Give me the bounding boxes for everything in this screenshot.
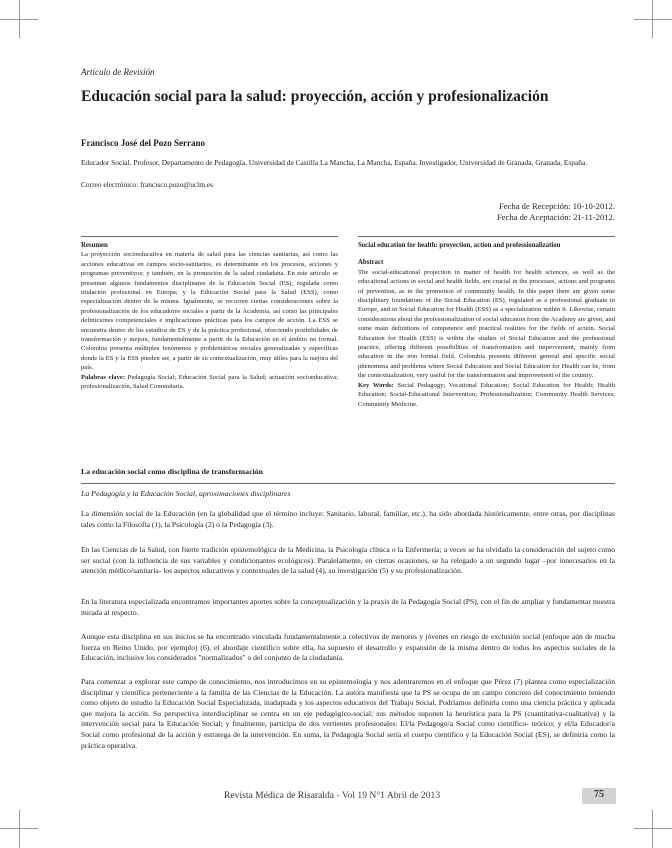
page-number: 75: [594, 789, 604, 800]
journal-name: Revista Médica de Risaralda: [224, 790, 335, 801]
paragraph-text: Aunque esta disciplina en sus inicios se ha encontrado vinculada fundamentalmente a colectivos de menores y jóvenes en riesgo de exclusión social (enfoque aún de mucha fuerza en Reino Unido, por ejemplo) (6), el abordaje científico sobre ella, ha supuesto el desarrollo y expansión de la misma dentro de todos los aspectos sociales de la Educación, inclusive los considerados "normalizados" o del conjunto de la ciudadanía.: [81, 632, 615, 663]
abstract-keywords-text: Social Pedagogy; Vocational Education; Social Education for Health; Health Education; Social-Educational Intervention; Professionalization; Community Health Services; Community Medicine.: [358, 381, 615, 408]
author-email: Correo electrónico: francisco.pozo@uclm.es: [81, 180, 213, 189]
abstract-text: The social-educational projection in matter of health for health sciences, as well as the educational actions in social and health fields, are crucial in the processes, actions and programs of prevention, as in the promotion of community health. In this paper there are given some disciplinary foundations of the Social Education (ES), regulated as a professional graduate in Europe, and in Social Education for Health (ESS) as a specialization within it. Likewise, certain considerations about the professionalization of social educators from the Academy are given, and some main definitions of competence and practical realities for the fields of action. Social Education for Health (ESS) is within the studies of Social Education and the professional practice, offering different possibilities of transformation and improvement, mainly from education in the non formal field. Colombia presents different general and specific social phenomena and problems where Social Education and Social Education for Health can be, from the contextualization, very useful for the transformation and improvement of the country.: [358, 268, 615, 380]
left-column-rule: [81, 236, 338, 237]
crop-mark-top-left-h: [0, 19, 38, 20]
article-dates: [497, 201, 615, 223]
article-type-label: Artículo de Revisión: [81, 67, 155, 77]
paragraph-text: En las Ciencias de la Salud, con fuerte tradición epistemológica de la Medicina, la Psicología clínica o la Enfermería; a veces se ha olvidado la consideración del sujeto como ser social (con la influencia de sus variables y condicionantes ecológicos). Paralelamente, en ciertas ocasiones, se ha relegado a un segundo lugar –por innecesarios en la atención médico/sanitaria- los aspectos educativos y contextuales de la salud (4), su investigación (5) y su profesionalización.: [81, 545, 615, 576]
body-paragraph-2: [81, 545, 615, 577]
accepted-date: Fecha de Aceptación: 21-11-2012.: [496, 212, 615, 222]
abstract-keywords-label: Key Words:: [358, 381, 394, 389]
resumen-column: [81, 241, 338, 392]
author-affiliation: Educador Social. Profesor, Departamento de Pedagogía, Universidad de Castilla La Mancha, La Mancha, España. Investigador, Universidad de Granada, Granada, España.: [81, 158, 588, 167]
abstract-spacer: [358, 250, 615, 258]
journal-volume: - Vol 19 N°1 Abril de 2013: [336, 790, 441, 801]
body-paragraph-1: [81, 509, 615, 530]
crop-mark-bottom-right-v: [652, 810, 653, 848]
resumen-keywords-label: Palabras clave:: [81, 373, 126, 381]
resumen-text: La proyección socioeducativa en materia de salud para las ciencias sanitarias, así como las acciones educativas en campos socio-sanitarios, es determinante en los procesos, acciones y programas preventivos; y también, en la promoción de la salud ciudadana. En este artículo se presentan algunos fundamentos disciplinares de la Educación Social (ES), regulada como titulación profesional en Europa; y la Educación Social para la Salud (ESS), como especialización dentro de la misma. Igualmente, se recorren ciertas consideraciones sobre la profesionalización de los educadores sociales a partir de la Academia, así como las principales definiciones competenciales e implicaciones prácticas para los campos de acción. La ESS se encuentra dentro de los estudios de ES y de la práctica profesional, ofreciendo posibilidades de transformación y mejora, fundamentalmente a partir de la Educación en el ámbito no formal. Colombia presenta múltiples fenómenos y problemáticas sociales generalizadas y específicas donde la ES y la ESS pueden ser, a partir de su contextualización, muy útiles para la mejora del país.: [81, 251, 338, 372]
body-paragraph-3: [81, 597, 615, 618]
crop-mark-top-right-h: [634, 19, 672, 20]
body-separator-rule: [81, 483, 615, 484]
section-heading: La educación social como disciplina de transformación: [81, 467, 263, 476]
resumen-keywords: [81, 373, 338, 392]
crop-mark-bottom-right-h: [634, 828, 672, 829]
resumen-keywords-text: Pedagogía Social; Educación Social para la Salud; actuación socioeducativa; profesionalización, Salud Comunitaria.: [81, 373, 338, 391]
paragraph-text: La dimensión social de la Educación (en la globalidad que el término incluye: Sanitario, laboral, familiar, etc.), ha sido abordada históricamente, entre otras, por disciplinas tales como la Filosofía (1), la Psicología (2) o la Pedagogía (3).: [81, 509, 615, 529]
abstract-english-title: Social education for health: proyection, action and professionalization: [358, 242, 561, 249]
footer-journal: [224, 790, 440, 801]
received-date: Fecha de Recepción: 10-10-2012.: [499, 201, 615, 211]
crop-mark-bottom-left-h: [0, 828, 38, 829]
right-column-rule: [358, 236, 615, 237]
abstract-heading: Abstract: [358, 259, 384, 267]
subsection-heading: La Pedagogía y la Educación Social, aproximaciones disciplinares: [81, 489, 291, 498]
crop-mark-bottom-left-v: [19, 810, 20, 848]
abstract-column: [358, 241, 615, 409]
page-number-box: [582, 788, 616, 804]
paragraph-text: En la literatura especializada encontramos importantes aportes sobre la conceptualización y la praxis de la Pedagogía Social (PS), con el fin de ampliar y fundamentar nuestra mirada al respecto.: [81, 597, 615, 617]
article-title: Educación social para la salud: proyección, acción y profesionalización: [81, 88, 549, 105]
abstract-keywords: [358, 381, 615, 409]
body-paragraph-4: [81, 632, 615, 664]
author-name: Francisco José del Pozo Serrano: [81, 138, 205, 148]
body-paragraph-5: [81, 677, 615, 751]
paragraph-text: Para comenzar a explorar este campo de conocimiento, nos introducimos en su epistemología y nos adentraremos en el enfoque que Pérez (7) plantea como especialización disciplinar y científica perteneciente a la familia de las Ciencias de la Educación. La autora manifiesta que la PS se ocupa de un campo concreto del conocimiento teniendo como objeto de estudio la Educación Social Especializada, inadaptada y los aspectos educativos del Trabajo Social. Podríamos definirla como una ciencia práctica y aplicada que mejora la acción. Su perspectiva interdisciplinar se centra en un eje pedagógico-social; sus métodos suponen la heurística para la PS (cuantitativa-cualitativa) y la intervención social para la Educación Social; y finalmente, participa de dos vertientes profesionales: El/la Pedagogo/a Social como científico- teórico; y el/la Educador/a Social como profesional de la acción y estratega de la intervención. En suma, la Pedagogía Social sería el cuerpo científico y la Educación Social (ES), se definiría como la práctica operativa.: [81, 677, 615, 750]
resumen-heading: Resumen: [81, 242, 108, 249]
